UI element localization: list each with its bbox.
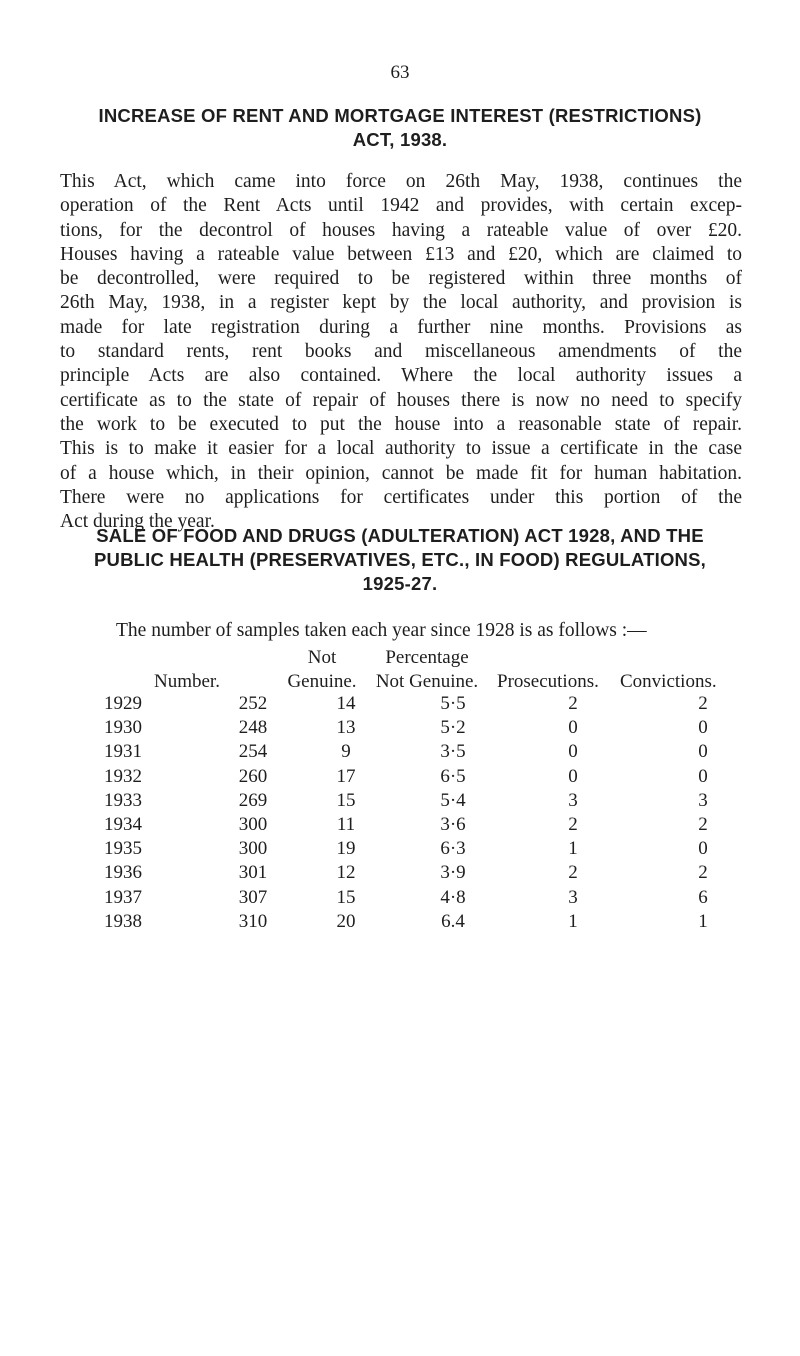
cell-year: 1934 xyxy=(104,813,142,835)
cell-prosecutions: 1 xyxy=(568,910,578,932)
table-row xyxy=(0,766,800,790)
cell-year: 1938 xyxy=(104,910,142,932)
cell-percentage: 3·9 xyxy=(440,862,466,884)
cell-year: 1937 xyxy=(104,886,142,908)
cell-not-genuine: 15 xyxy=(336,886,356,908)
cell-number: 260 xyxy=(238,765,268,787)
cell-not-genuine: 13 xyxy=(336,717,356,739)
cell-year: 1936 xyxy=(104,862,142,884)
cell-percentage: 5·5 xyxy=(440,693,466,714)
cell-year: 1935 xyxy=(104,838,142,860)
cell-convictions: 0 xyxy=(698,717,708,739)
table-row xyxy=(0,887,800,911)
header-number: Number. xyxy=(154,671,220,692)
cell-percentage: 3·6 xyxy=(440,813,466,835)
heading-line: 1925-27. xyxy=(362,573,438,594)
cell-convictions: 2 xyxy=(698,693,708,714)
cell-prosecutions: 2 xyxy=(568,693,578,714)
cell-percentage: 6·3 xyxy=(440,838,466,860)
table-intro: The number of samples taken each year since 1928 is as follows :— xyxy=(116,620,647,641)
paragraph-line: There were no applications for certificates under this portion of the xyxy=(60,486,742,508)
table-body xyxy=(0,693,800,935)
cell-not-genuine: 19 xyxy=(336,838,356,860)
cell-prosecutions: 0 xyxy=(568,741,578,763)
table-row xyxy=(0,717,800,741)
paragraph-line: tions, for the decontrol of houses having a rateable value of over £20. xyxy=(60,219,742,241)
cell-not-genuine: 15 xyxy=(336,789,356,811)
cell-number: 301 xyxy=(238,862,268,884)
table-row xyxy=(0,814,800,838)
paragraph-line: operation of the Rent Acts until 1942 and provides, with certain excep- xyxy=(60,195,742,217)
cell-convictions: 0 xyxy=(698,765,708,787)
header-convictions: Convictions. xyxy=(620,671,717,692)
cell-year: 1930 xyxy=(104,717,142,739)
paragraph-line: Act during the year. xyxy=(60,511,215,533)
cell-percentage: 4·8 xyxy=(440,886,466,908)
cell-convictions: 0 xyxy=(698,741,708,763)
cell-not-genuine: 14 xyxy=(336,693,356,714)
cell-year: 1933 xyxy=(104,789,142,811)
cell-percentage: 6.4 xyxy=(441,910,465,932)
header-not-genuine-bottom: Genuine. xyxy=(287,671,357,692)
paragraph-line: made for late registration during a further nine months. Provisions as xyxy=(60,316,742,338)
cell-prosecutions: 3 xyxy=(568,886,578,908)
cell-number: 269 xyxy=(238,789,268,811)
table-row xyxy=(0,862,800,886)
cell-prosecutions: 0 xyxy=(568,717,578,739)
cell-percentage: 5·4 xyxy=(440,789,466,811)
heading-line: PUBLIC HEALTH (PRESERVATIVES, ETC., IN FOOD) REGULATIONS, xyxy=(94,549,706,570)
cell-convictions: 1 xyxy=(698,910,708,932)
cell-not-genuine: 9 xyxy=(341,741,351,763)
cell-prosecutions: 0 xyxy=(568,765,578,787)
cell-convictions: 0 xyxy=(698,838,708,860)
cell-year: 1931 xyxy=(104,741,142,763)
header-not-genuine-top: Not xyxy=(307,647,337,668)
paragraph-line: 26th May, 1938, in a register kept by the local authority, and provision is xyxy=(60,292,742,314)
table-row xyxy=(0,911,800,935)
header-prosecutions: Prosecutions. xyxy=(497,671,599,692)
paragraph-line: This Act, which came into force on 26th May, 1938, continues the xyxy=(60,171,742,192)
table-row xyxy=(0,741,800,765)
header-not-genuine xyxy=(282,646,362,694)
paragraph-line: This is to make it easier for a local authority to issue a certificate in the case xyxy=(60,438,742,460)
cell-prosecutions: 3 xyxy=(568,789,578,811)
cell-not-genuine: 11 xyxy=(336,813,356,835)
cell-number: 310 xyxy=(238,910,268,932)
cell-number: 248 xyxy=(238,717,268,739)
cell-convictions: 2 xyxy=(698,862,708,884)
paragraph-line: certificate as to the state of repair of houses there is now no need to specify xyxy=(60,389,742,411)
heading-line: ACT, 1938. xyxy=(352,129,448,150)
table-row xyxy=(0,693,800,717)
cell-percentage: 6·5 xyxy=(440,765,466,787)
paragraph-line: the work to be executed to put the house into a reasonable state of repair. xyxy=(60,413,742,435)
paragraph-line: be decontrolled, were required to be registered within three months of xyxy=(60,268,742,290)
heading-line: SALE OF FOOD AND DRUGS (ADULTERATION) ACT 1928, AND THE xyxy=(96,525,704,546)
cell-convictions: 6 xyxy=(698,886,708,908)
paragraph-line: of a house which, in their opinion, cannot be made fit for human habitation. xyxy=(60,462,742,484)
cell-prosecutions: 1 xyxy=(568,838,578,860)
cell-not-genuine: 17 xyxy=(336,765,356,787)
section-heading-rent-act xyxy=(60,104,740,152)
rent-act-paragraph xyxy=(60,170,742,534)
cell-convictions: 2 xyxy=(698,813,708,835)
header-percentage xyxy=(366,646,488,694)
paragraph-line: principle Acts are also contained. Where the local authority issues a xyxy=(60,365,742,387)
cell-convictions: 3 xyxy=(698,789,708,811)
cell-year: 1929 xyxy=(104,693,142,714)
paragraph-line: to standard rents, rent books and miscellaneous amendments of the xyxy=(60,341,742,363)
cell-percentage: 3·5 xyxy=(440,741,466,763)
cell-prosecutions: 2 xyxy=(568,862,578,884)
heading-line: INCREASE OF RENT AND MORTGAGE INTEREST (RESTRICTIONS) xyxy=(98,105,702,126)
paragraph-line: Houses having a rateable value between £13 and £20, which are claimed to xyxy=(60,243,742,265)
cell-number: 254 xyxy=(238,741,268,763)
cell-prosecutions: 2 xyxy=(568,813,578,835)
section-heading-food-drugs-act xyxy=(60,524,740,596)
table-row xyxy=(0,790,800,814)
header-percentage-top: Percentage xyxy=(385,647,469,668)
cell-number: 300 xyxy=(238,838,268,860)
cell-number: 307 xyxy=(238,886,268,908)
cell-not-genuine: 20 xyxy=(336,910,356,932)
cell-percentage: 5·2 xyxy=(440,717,466,739)
cell-number: 300 xyxy=(238,813,268,835)
cell-not-genuine: 12 xyxy=(336,862,356,884)
cell-number: 252 xyxy=(238,693,268,714)
cell-year: 1932 xyxy=(104,765,142,787)
header-percentage-bottom: Not Genuine. xyxy=(375,671,479,692)
table-row xyxy=(0,838,800,862)
page-number: 63 xyxy=(390,62,410,83)
